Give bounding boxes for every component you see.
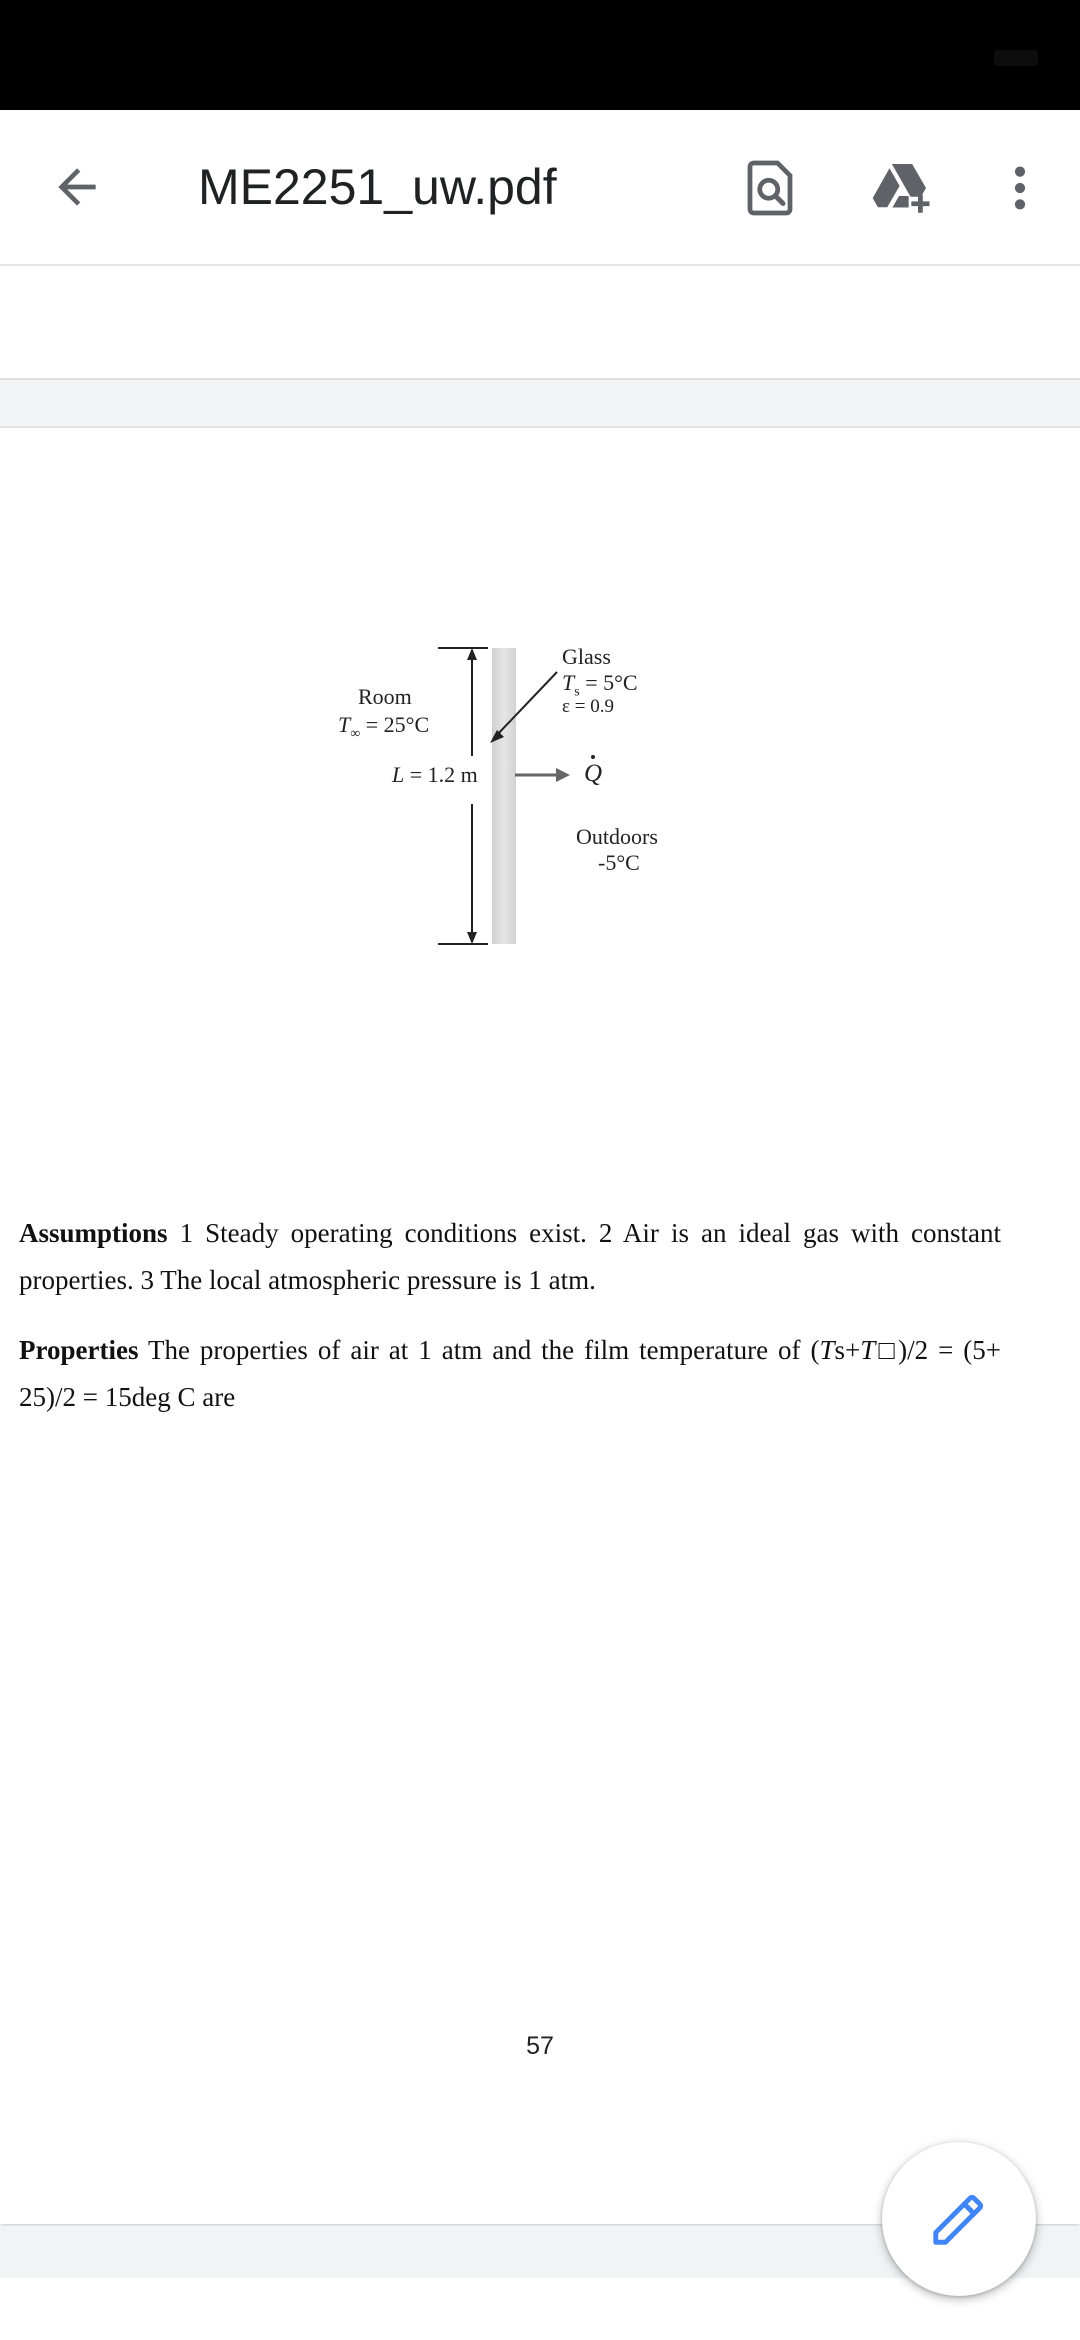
glass-temperature: $T_s = 5^\circ C$ (562, 670, 638, 700)
app-bar (0, 110, 1080, 266)
room-temperature: $T_\infty = 25^\circ C$ (338, 712, 430, 742)
properties-paragraph: Properties The properties of air at 1 atm and the film temperature of (Ts+T□)/2 = (5+ 25)/2 = 15deg C are (19, 1335, 1001, 1412)
outdoors-label: Outdoors (576, 824, 658, 849)
edit-fab-button[interactable] (882, 2142, 1036, 2296)
properties-heading: Properties (19, 1335, 139, 1365)
assumptions-heading: Assumptions (19, 1218, 168, 1248)
emissivity-label: ε = 0.9 (562, 696, 614, 717)
heat-transfer-symbol: Q (584, 760, 603, 787)
find-in-page-button[interactable] (730, 148, 810, 228)
back-button[interactable] (36, 146, 118, 228)
room-label: Room (358, 684, 412, 709)
pencil-edit-icon (928, 2188, 990, 2250)
status-bar (0, 0, 1080, 110)
document-title: ME2251_uw.pdf (198, 159, 557, 215)
more-options-button[interactable] (990, 148, 1050, 228)
glass-pane (492, 648, 516, 944)
add-to-drive-icon (870, 156, 934, 220)
page-number: 57 (526, 2032, 554, 2060)
glass-label: Glass (562, 644, 611, 669)
length-label: L = 1.2 m (392, 762, 478, 787)
arrow-left-icon (49, 159, 105, 215)
find-in-page-icon (740, 158, 800, 218)
assumptions-paragraph (19, 1210, 1001, 1304)
assumptions-text: 1 Steady operating conditions exist. 2 Air is an ideal gas with constant properties. 3 The local atmospheric pressure is 1 atm. (19, 1218, 1001, 1295)
next-page-top (0, 2278, 1080, 2340)
more-vert-icon (992, 160, 1048, 216)
previous-page-tail (0, 266, 1080, 380)
glass-window-figure (320, 644, 700, 984)
battery-icon (994, 50, 1038, 66)
outdoors-temperature: -5°C (598, 850, 640, 875)
pdf-page[interactable] (0, 428, 1080, 2224)
page-gap (0, 380, 1080, 428)
add-to-drive-button[interactable] (862, 148, 942, 228)
